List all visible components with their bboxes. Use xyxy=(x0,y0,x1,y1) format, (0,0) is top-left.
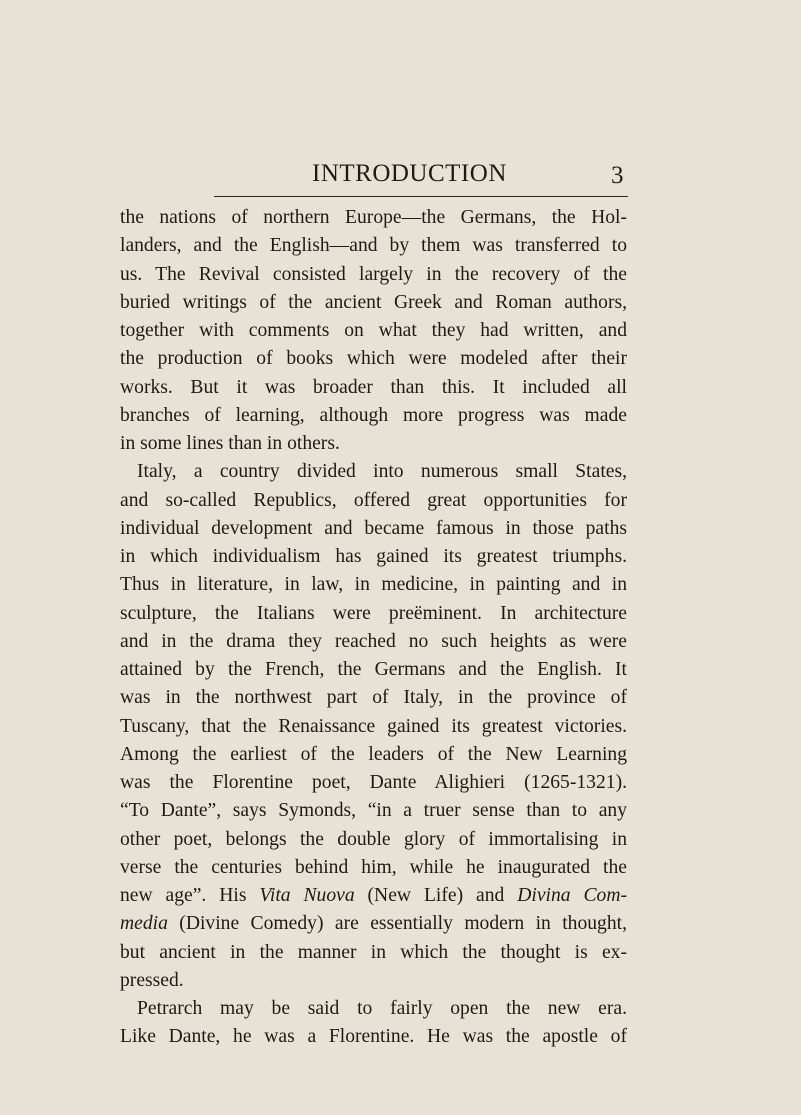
text-line: Among the earliest of the leaders of the New Learning xyxy=(120,743,627,765)
text-line: and in the drama they reached no such heights as were xyxy=(120,630,627,652)
text-line: individual development and became famous in those paths xyxy=(120,517,627,539)
text-line: in some lines than in others. xyxy=(120,433,340,454)
text-line: was in the northwest part of Italy, in the province of xyxy=(120,687,627,709)
text-line: verse the centuries behind him, while he inaugurated the xyxy=(120,856,627,878)
text-line: works. But it was broader than this. It included all xyxy=(120,376,627,398)
body-text xyxy=(120,204,627,1052)
text-line: was the Florentine poet, Dante Alighieri (1265-1321). xyxy=(120,772,627,793)
text-line: the production of books which were modeled after their xyxy=(120,348,627,370)
text-line: Italy, a country divided into numerous small States, xyxy=(137,461,627,483)
text-line: media (Divine Comedy) are essentially modern in thought, xyxy=(120,913,627,935)
italic-title: Divina Com- xyxy=(517,885,627,906)
text-line: Petrarch may be said to fairly open the new era. xyxy=(137,998,627,1019)
text-line: pressed. xyxy=(120,969,184,991)
text-line: but ancient in the manner in which the thought is ex- xyxy=(120,941,627,963)
text-line: Tuscany, that the Renaissance gained its greatest victories. xyxy=(120,715,627,737)
text-line: branches of learning, although more progress was made xyxy=(120,404,627,426)
text-line: other poet, belongs the double glory of immortalising in xyxy=(120,828,627,850)
italic-title: media xyxy=(120,913,168,935)
page-header xyxy=(0,158,801,198)
text-line: Thus in literature, in law, in medicine, in painting and in xyxy=(120,574,627,596)
text-line: sculpture, the Italians were preëminent. In architecture xyxy=(120,602,627,624)
text-line: together with comments on what they had written, and xyxy=(120,320,627,341)
text-line: us. The Revival consisted largely in the recovery of the xyxy=(120,263,627,285)
text-line: new age”. His Vita Nuova (New Life) and Divina Com- xyxy=(120,885,627,906)
text-line: Like Dante, he was a Florentine. He was the apostle of xyxy=(120,1026,627,1048)
header-rule xyxy=(214,196,628,197)
page-number: 3 xyxy=(611,162,624,189)
running-title: INTRODUCTION xyxy=(312,160,507,187)
text-line: in which individualism has gained its greatest triumphs. xyxy=(120,546,627,567)
text-line: and so-called Republics, offered great opportunities for xyxy=(120,489,627,511)
text-line: buried writings of the ancient Greek and Roman authors, xyxy=(120,291,627,313)
text-line: “To Dante”, says Symonds, “in a truer sense than to any xyxy=(120,800,627,822)
text-line: landers, and the English—and by them was transferred to xyxy=(120,235,627,257)
text-line: attained by the French, the Germans and the English. It xyxy=(120,659,627,680)
italic-title: Vita Nuova xyxy=(259,885,355,906)
text-line: the nations of northern Europe—the Germans, the Hol- xyxy=(120,207,627,228)
